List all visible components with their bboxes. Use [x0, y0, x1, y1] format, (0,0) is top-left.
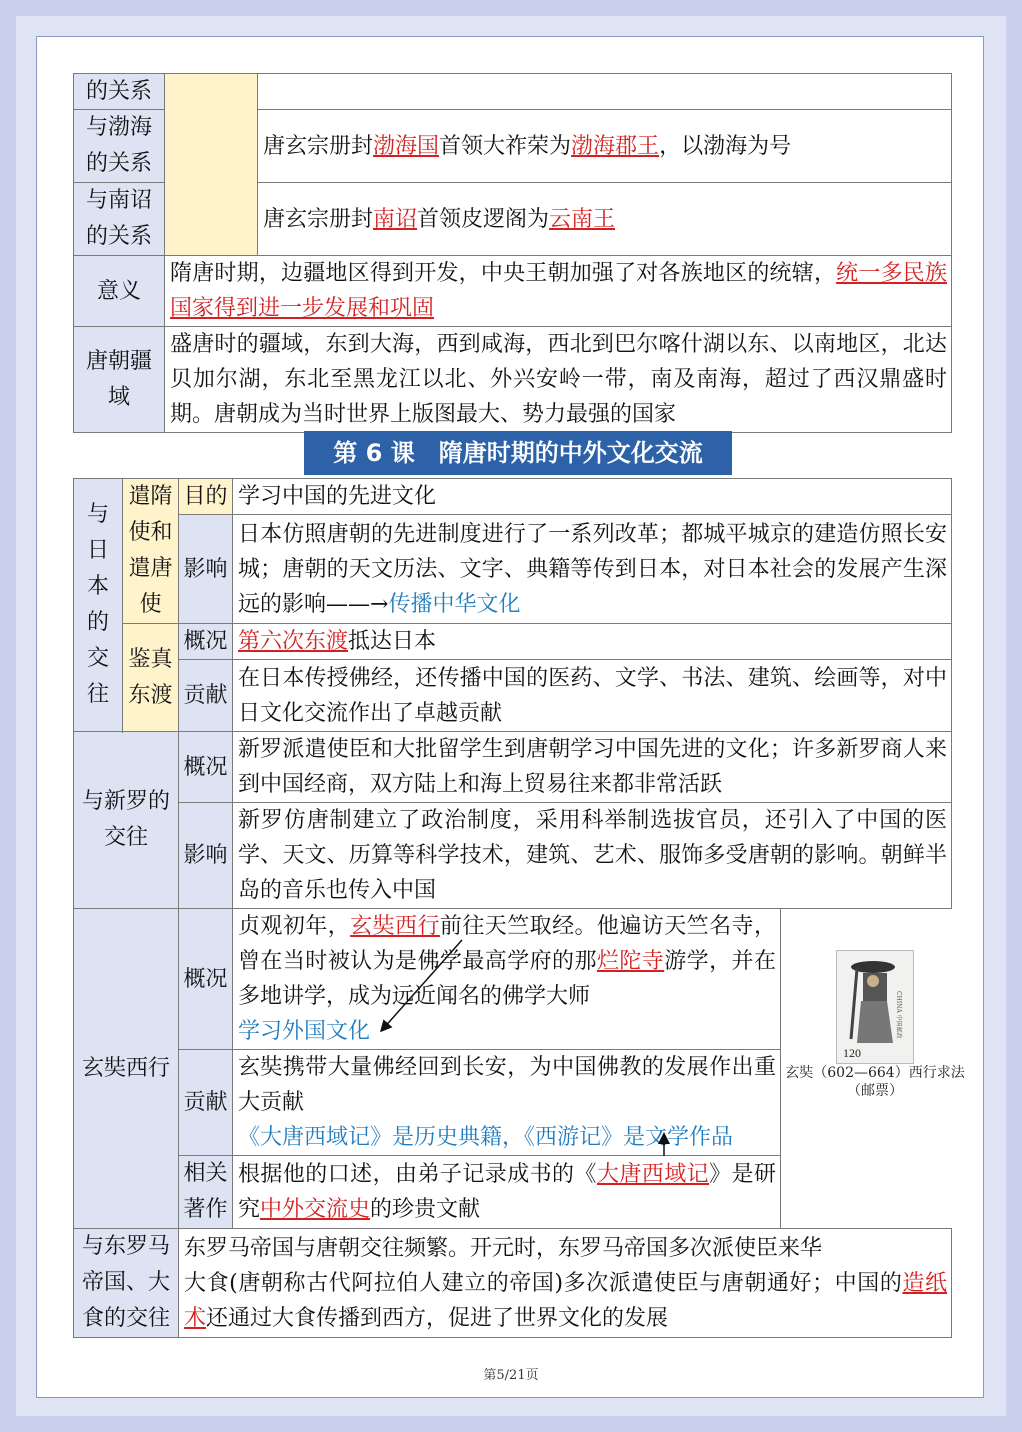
label-japan: 与日本的交往: [74, 479, 123, 732]
overview-xuanzang-text: 贞观初年，玄奘西行前往天竺取经。他遍访天竺名寺，曾在当时被认为是佛学最高学府的那烂陀寺游学，并在多地讲学，成为远近闻名的佛学大师 学习外国文化: [233, 909, 781, 1050]
contrib-jianzhen-text: 在日本传授佛经，还传播中国的医药、文学、书法、建筑、绘画等，对中日文化交流作出了卓越贡献: [233, 660, 952, 732]
label-contrib-jianzhen: 贡献: [179, 660, 233, 732]
label-overview-jianzhen: 概况: [179, 624, 233, 660]
label-purpose: 目的: [179, 479, 233, 515]
territory-text: 盛唐时的疆域，东到大海，西到咸海，西北到巴尔喀什湖以东、以南地区，北达贝加尔湖，东北至黑龙江以北、外兴安岭一带，南及南海，超过了西汉鼎盛时期。唐朝成为当时世界上版图最大、势力最强的国家: [165, 327, 952, 433]
svg-text:120: 120: [843, 1046, 861, 1060]
arrow-study-foreign: [382, 940, 462, 1030]
stamp-caption: 玄奘（602—664）西行求法 （邮票）: [785, 1065, 965, 1099]
label-bohai: 与渤海的关系: [74, 110, 165, 183]
works-note: 《大唐西域记》是历史典籍，《西游记》是文学作品: [238, 1125, 734, 1150]
nanzhao-text: 唐玄宗册封南诏首领皮逻阁为云南王: [258, 183, 952, 256]
label-rome: 与东罗马帝国、大食的交往: [74, 1229, 179, 1338]
overview-silla-text: 新罗派遣使臣和大批留学生到唐朝学习中国先进的文化；许多新罗商人来到中国经商，双方陆上和海上贸易往来都非常活跃: [233, 732, 952, 803]
svg-text:CHINA 中国邮政: CHINA 中国邮政: [895, 991, 902, 1039]
rome-text: 东罗马帝国与唐朝交往频繁。开元时，东罗马帝国多次派使臣来华 大食(唐朝称古代阿拉伯人建立的帝国)多次派遣使臣与唐朝通好；中国的造纸术还通过大食传播到西方，促进了世界文化的发展: [179, 1229, 952, 1338]
xuanzang-note: 学习外国文化: [238, 1019, 371, 1044]
significance-text: 隋唐时期，边疆地区得到开发，中央王朝加强了对各族地区的统辖，统一多民族国家得到进一步发展和巩固: [165, 256, 952, 327]
bohai-text: 唐玄宗册封渤海国首领大祚荣为渤海郡王，以渤海为号: [258, 110, 952, 183]
label-related-works: 相关著作: [179, 1156, 233, 1229]
label-jianzhen: 鉴真东渡: [123, 624, 179, 732]
purpose-text: 学习中国的先进文化: [233, 479, 952, 515]
label-impact-silla: 影响: [179, 803, 233, 909]
impact-japan-text: 日本仿照唐朝的先进制度进行了一系列改革；都城平城京的建造仿照长安城；唐朝的天文历法、文字、典籍等传到日本，对日本社会的发展产生深远的影响——→传播中华文化: [233, 515, 952, 624]
contrib-xuanzang-text: 玄奘携带大量佛经回到长安，为中国佛教的发展作出重大贡献 《大唐西域记》是历史典籍，《西游记》是文学作品: [233, 1050, 781, 1156]
lesson-title: 第 6 课 隋唐时期的中外文化交流: [304, 431, 732, 475]
label-impact-japan: 影响: [179, 515, 233, 624]
label-contrib-xuanzang: 贡献: [179, 1050, 233, 1156]
impact-silla-text: 新罗仿唐制建立了政治制度，采用科举制选拔官员，还引入了中国的医学、天文、历算等科学技术，建筑、艺术、服饰多受唐朝的影响。朝鲜半岛的音乐也传入中国: [233, 803, 952, 909]
label-envoys: 遣隋使和遣唐使: [123, 479, 179, 624]
label-significance: 意义: [74, 256, 165, 327]
label-overview-silla: 概况: [179, 732, 233, 803]
related-works-text: 根据他的口述，由弟子记录成书的《大唐西域记》是研究中外交流史的珍贵文献: [233, 1156, 781, 1229]
label-xuanzang: 玄奘西行: [74, 909, 179, 1229]
overview-jianzhen-text: 第六次东渡抵达日本: [233, 624, 952, 660]
label-silla: 与新罗的交往: [74, 732, 179, 909]
label-nanzhao: 与南诏的关系: [74, 183, 165, 256]
page-number: 第5/21页: [483, 1368, 539, 1383]
label-territory: 唐朝疆域: [74, 327, 165, 433]
label-relation-tail: 的关系: [74, 74, 165, 110]
label-overview-xuanzang: 概况: [179, 909, 233, 1050]
